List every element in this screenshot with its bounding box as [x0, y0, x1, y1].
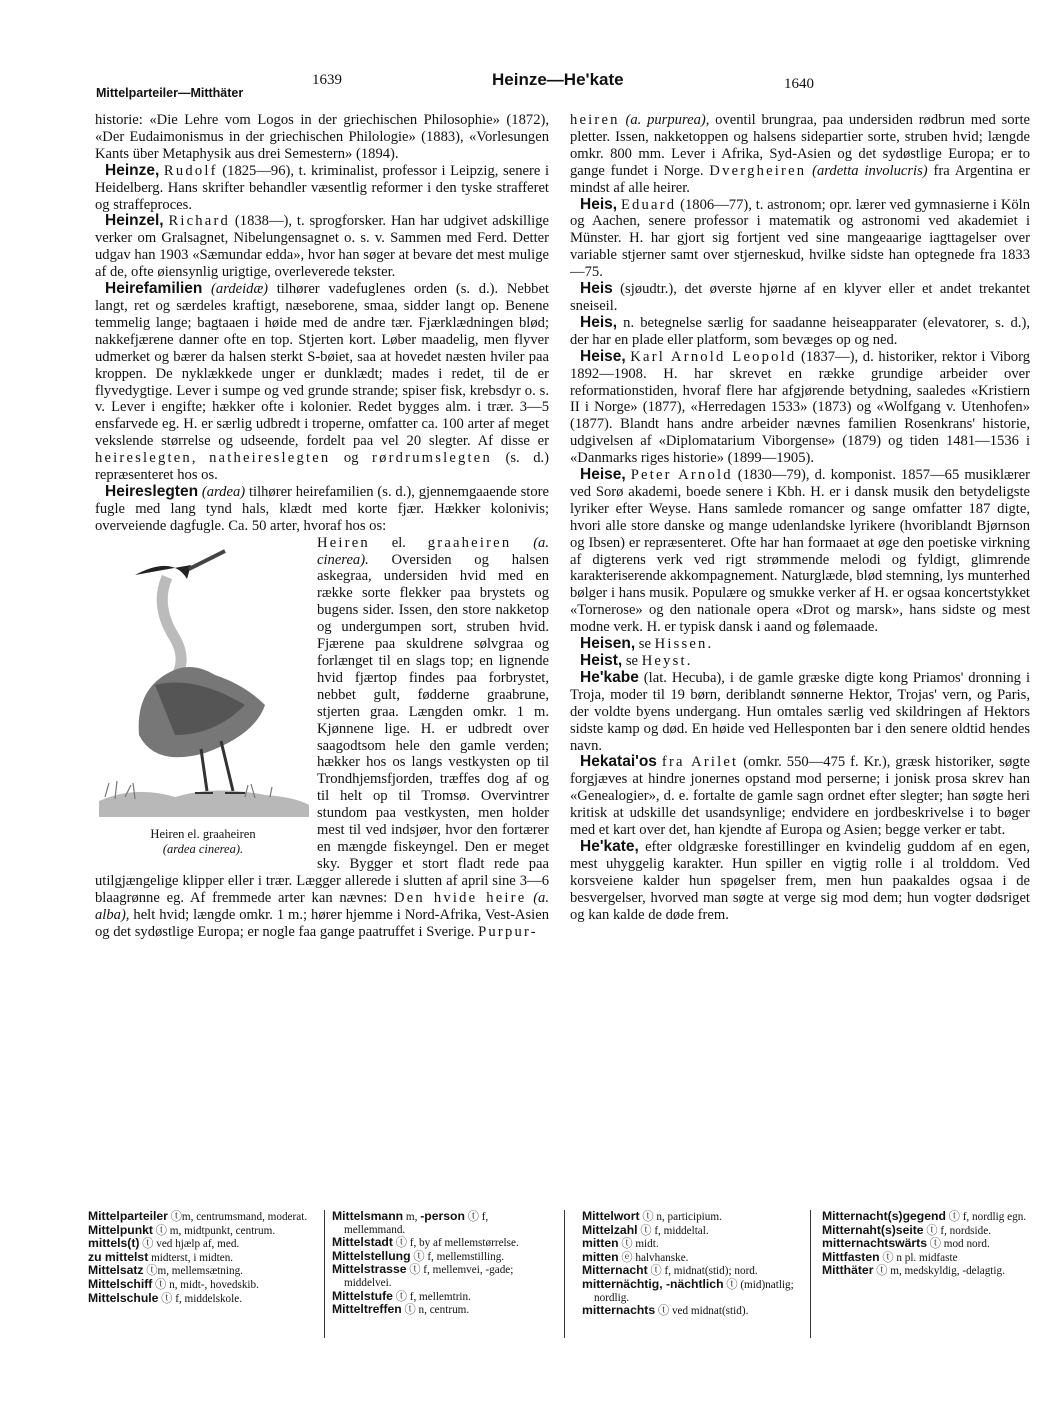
left-column [95, 112, 549, 1197]
glossary-term: Mittelparteiler [88, 1209, 168, 1223]
latin-name: (a. purpurea), [625, 112, 710, 128]
entry-text: , [191, 450, 210, 467]
page-header [0, 68, 1064, 102]
glossary-term: Mittelsmann [332, 1209, 404, 1223]
latin-name: (ardea) [201, 483, 246, 500]
glossary-term: Mittelwort [582, 1209, 640, 1223]
entry-heise-peter [570, 467, 1030, 636]
glossary-term: Mitternaht(s)seite [822, 1222, 924, 1237]
glossary-term: Mittelstadt [332, 1235, 393, 1250]
glossary-term: Mitteltreffen [332, 1302, 402, 1317]
latin-name: (a. alba), [95, 889, 549, 923]
running-head-left: Mittelparteiler—Mitthäter [96, 86, 244, 100]
caption-line: (ardea cinerea). [162, 841, 244, 856]
column-rule [810, 1210, 811, 1338]
glossary-term: Mittelstrasse [332, 1262, 407, 1277]
entry-hekabe [570, 670, 1030, 755]
glossary-text: ⓣ mod nord. [926, 1238, 990, 1251]
glossary-item [88, 1224, 316, 1238]
latin-name: (a. cinerea). [317, 534, 549, 568]
glossary-item [332, 1303, 552, 1317]
glossary-text: ⓣ f, middeltal. [637, 1224, 709, 1237]
glossary-text: ⓣ n, midt-, hovedskib. [152, 1278, 259, 1291]
glossary-item [822, 1237, 1036, 1251]
person-name: Eduard [620, 196, 677, 213]
entry-text: efter oldgræske forestillinger en kvindelig guddom af en egen, mest uhyggelig karakter. Hun spiller en vigtig rolle i al trolddom. Ved korsveiene kalder hun spøgelser frem, men hun paakaldes ogsaa i de besvergelser, hvorved man søgte at verge sig mod dem; hun vogter dødsriget og kan kalde de døde frem. [570, 838, 1030, 923]
person-name: Rudolf [163, 162, 218, 179]
entry-text: n. betegnelse særlig for saadanne heiseapparater (elevatorer, s. d.), der har en plade eller platform, som bevæges op og ned. [570, 314, 1030, 348]
heron-figure [95, 535, 311, 857]
entry-text: (1806—77), t. astronom; opr. lærer ved gymnasierne i Köln og Aachen, senere professor i matematik og astronomi ved akademiet i Münster. H. har gjort sig fortjent ved sine mangeaarige iagttagelser over variable stjerner samt over stjerneskud, hvilke sidste han optegnede fra 1833—75. [570, 196, 1030, 281]
glossary-term: Mittelpunkt [88, 1222, 153, 1237]
glossary-item [582, 1237, 800, 1251]
glossary-term: mitten [582, 1249, 619, 1264]
entry-text: tilhører vadefuglenes orden (s. d.). Nebbet langt, ret og særdeles kraftigt, næseborene, smaa, sidder langt op. Benene temmelig lange; bagtaaen i høide med de andre tær. Fjærklædningen blød; nakkefjærene danner ofte en top. Stjerten kort. Løber maadelig, men flyver udmerket og bærer da halsen sterkt S-bøiet, saa at hovedet næsten hviler paa kroppen. De nyklækkede unger er dunklædt; mades i redet, til de er flyvedygtige. Lever i sumpe og ved grunde strande; spiser fisk, krebsdyr o. s. v. Lever i engifte; hækker ofte i kolonier. Redet bygges alm. i trær. 3—5 ensfarvede eg. H. er særlig udbredt i troperne, omfatter ca. 100 arter af meget vekslende størrelse og udseende, fordelt paa vel 20 slegter. Af disse er [95, 281, 549, 450]
latin-name: (ardetta involucris) [812, 162, 928, 179]
entry-heinze [95, 163, 549, 214]
glossary-item [822, 1264, 1036, 1278]
headword: Heireslegten [105, 482, 199, 500]
glossary-text: ⓣ f, by af mellemstørrelse. [392, 1237, 519, 1250]
entry-text: (s. d.) repræsenteret hos os. [95, 450, 549, 484]
glossary-term: Mittelschiff [88, 1276, 153, 1291]
entry-hekate [570, 839, 1030, 924]
person-name: Peter Arnold [630, 467, 733, 484]
glossary-item [88, 1251, 316, 1265]
headword: Heirefamilien [105, 280, 203, 298]
headword: He'kabe [580, 668, 639, 686]
glossary-item [582, 1210, 800, 1224]
entry-heireslegten [95, 484, 549, 535]
glossary-text: ⓣ ved hjælp af, med. [139, 1238, 240, 1251]
entry-text: oventil brungraa, paa undersiden rødbrun med sorte pletter. Issen, nakketoppen og halsens sidepartier sorte, struben hvid; længde omkr. 800 mm. Lever i Afrika, Syd-Asien og det sydøstlige Europa; er to gange fundet i Norge. [570, 112, 1030, 179]
glossary-item [88, 1210, 316, 1224]
glossary-term: mitternächtig, -nächtlich [582, 1276, 724, 1291]
glossary-text: ⓣ f, mellemtrin. [392, 1290, 471, 1303]
glossary-term: mitternachtswärts [822, 1236, 927, 1251]
entry-hekataios [570, 754, 1030, 839]
headword: He'kate, [580, 837, 639, 855]
column-rule [324, 1210, 325, 1338]
glossary-term: mitten [582, 1236, 619, 1251]
headword: Heis [580, 280, 613, 298]
glossary-text: ⓣ m, medskyldig, -delagtig. [873, 1265, 1005, 1278]
figure-caption [95, 827, 311, 857]
headword: Heinze, [105, 161, 160, 179]
entry-heis-apparat [570, 315, 1030, 349]
glossary-text: ⓣ f, nordlig egn. [945, 1211, 1027, 1223]
entry-text: (1837—), d. historiker, rektor i Viborg 1892—1908. H. har skrevet en række grundige arbeider over reformationstiden, hvoraf flere har afgjørende betydning, saaledes «Kristiern II i Norge» (1877), «Herredagen 1533» (1873) og «Wolfgang v. Utenhofen» (1877). Blandt hans andre arbeider nævnes familien Rosenkrans' historie, udgivelsen af «Diplomatarium Viborgense» (1879) og tiden 1481—1536 i «Danmarks riges historie» (1899—1905). [570, 348, 1030, 467]
headword: Heise, [580, 347, 626, 365]
entry-text: se [635, 636, 655, 653]
glossary-item [582, 1304, 800, 1318]
person-name: Karl Arnold Leopold [630, 348, 797, 365]
entry-heist [570, 653, 1030, 670]
headword: Heis, [580, 195, 618, 213]
page-title: Heinze—He'kate [492, 70, 624, 89]
entry-text: el. [369, 534, 428, 551]
glossary-column-3 [582, 1210, 800, 1360]
glossary-term: Mittelzahl [582, 1222, 638, 1237]
glossary-text: ⓣ f, mellemvei, -gade; middelvei. [344, 1264, 514, 1289]
glossary-term: Mittelsatz [88, 1263, 144, 1278]
entry-heise-karl [570, 349, 1030, 467]
glossary-text: ⓣm, centrumsmand, moderat. [167, 1211, 308, 1223]
glossary-text: ⓣ f, mellemstilling. [410, 1250, 505, 1263]
spaced-term: heireslegten [95, 450, 192, 467]
glossary-term: mittels(t) [88, 1236, 140, 1251]
spaced-term: Heiren [317, 534, 370, 551]
glossary-text: ⓣ ved midnat(stid). [655, 1305, 749, 1318]
glossary-item [822, 1210, 1036, 1224]
entry-text: (omkr. 550—475 f. Kr.), græsk historiker, søgte forgjæves at hindre jonernes opstand mod perserne; i jonisk prosa skrev han «Genealogier», d. e. fortalte de gamle sagn ordnet efter slegter; han søgte heri kritisk at udskille det usandsynlige; endvidere en jordbeskrivelse i to bøger med et kart over det, han kjendte af Europa og Asien; begge verker er tabt. [570, 754, 1030, 839]
entry-heisen [570, 636, 1030, 653]
spaced-term: rørdrumslegten [372, 450, 492, 467]
entry-text: (1830—79), d. komponist. 1857—65 musiklærer ved Sorø akademi, boede senere i Kbh. H. er i dansk musik den betydeligste lyriker efter Weyse. Hans samlede romancer og sange omfatter 187 digte, hvori alle store danske og mange udenlandske lyrikere (hvoriblandt Bjørnson og Ibsen) er repræsenteret. Ofte har han formaaet at øge den poetiske virkning af digterens verk ved rigt strømmende melodi og fyldigt, glimrende karakteriserende akkompagnement. Naturglæde, blød stemning, lys munterhed bølger i hans musik. Populære og smukke verker af H. er ogsaa koncertstykket «Tornerose» og den nationale opera «Drot og marsk», hans sidste og mest modne verk. H. er typisk dansk i aand og følemaade. [570, 467, 1030, 636]
latin-name: (ardeidæ) [211, 281, 269, 298]
person-name: Richard [168, 213, 231, 230]
entry-text: se [622, 653, 642, 669]
glossary-text: ⓣ n, centrum. [401, 1304, 470, 1317]
cross-reference: Heyst. [641, 653, 693, 669]
spaced-term: heiren [570, 112, 620, 128]
right-column [570, 112, 1030, 1197]
cross-reference: Hissen. [654, 636, 714, 653]
glossary-term: Mitternacht(s)gegend [822, 1209, 946, 1223]
headword: Heist, [580, 652, 623, 669]
entry-text: fra Argentina er mindst af alle heirer. [570, 162, 1030, 196]
caption-line: Heiren el. graaheiren [150, 826, 256, 841]
entry-heis-eduard [570, 197, 1030, 282]
heron-illustration [95, 535, 311, 817]
headword: Heise, [580, 466, 626, 484]
glossary-text: ⓣ n, participium. [639, 1211, 722, 1223]
glossary-column-2 [332, 1210, 552, 1360]
glossary-text: ⓣ m, midtpunkt, centrum. [153, 1224, 276, 1237]
entry-heinzel [95, 213, 549, 281]
headword: Heisen, [580, 635, 636, 653]
entry-heirefamilien [95, 281, 549, 484]
entry-text: tilhører heirefamilien (s. d.), gjennemgaaende store fugle med lang tynd hals, klædt med korte fjær. Hækker kolonivis; overveiende dagfugle. Ca. 50 arter, hvoraf hos os: [95, 483, 549, 534]
glossary-column-1 [88, 1210, 316, 1360]
glossary-text: ⓣ f, middelskole. [158, 1292, 243, 1305]
spaced-term: graaheiren [427, 534, 512, 551]
glossary-text: ⓣ f, mellemmand. [344, 1211, 489, 1236]
glossary-item [88, 1278, 316, 1292]
glossary-term: Mittelschule [88, 1290, 159, 1305]
spaced-term: Dvergheiren [709, 162, 807, 179]
entry-text: Oversiden og halsen askegraa, undersiden hvid med en række sorte flekker paa brystets og bugens sider. Issen, den store nakketop og undergumpen sort, struben hvid. Fjærene paa skuldrene sølvgraa og forlænget til en slags top; en lignende hvid fjærtop findes paa forbrystet, nebbet gult, fødderne graabrune, stjerten graa. Længden omkr. 1 m. Kjønnene lige. H. er udbredt over saagodtsom hele den gamle verden; hækker hos os langs vestkysten op til Trondhjemsfjorden, træffes dog af og til helt op til Tromsø. Overvintrer stundom paa vestkysten, men holder mest til ved indsjøer, hvor den fortærer en mængde fiskeyngel. Den er meget sky. Bygger et stort fladt rede paa utilgjængelige klipper eller i trær. Lægger allerede i slutten af april sine 3—6 blaagrønne eg. Af fremmede arter kan nævnes: [95, 551, 549, 906]
person-name: fra Arilet [661, 754, 739, 771]
glossary-term: zu mittelst [88, 1249, 149, 1264]
entry-text: (1838—), t. sprogforsker. Han har udgivet adskillige verker om Gralsagnet, Nibelungensagnet o. s. v. Sammen med Ferd. Detter udgav han 1903 «Sæmundar edda», hvor han søger at bevare det mest mulige af de, ofte øiensynlig urigtige, overleverede tekster. [95, 213, 549, 281]
glossary-item [582, 1224, 800, 1238]
glossary-text: m, [403, 1211, 421, 1223]
glossary-text: ⓣm, mellemsætning. [143, 1265, 243, 1278]
footer-glossary [88, 1210, 1038, 1360]
glossary-text: ⓣ f, midnat(stid); nord. [647, 1265, 758, 1278]
glossary-item [822, 1251, 1036, 1265]
spaced-term: Purpur- [478, 923, 538, 940]
glossary-term: Mittelstufe [332, 1288, 393, 1303]
glossary-item [88, 1292, 316, 1306]
glossary-item [332, 1210, 552, 1236]
glossary-text: ⓔ halvhanske. [618, 1251, 689, 1264]
entry-text: og [330, 450, 373, 467]
entry-purpurheiren [570, 112, 1030, 197]
glossary-text: ⓣ midt. [618, 1238, 659, 1251]
glossary-item [332, 1290, 552, 1304]
glossary-item [88, 1264, 316, 1278]
page-number-left: 1639 [312, 72, 342, 88]
entry-text: helt hvid; længde omkr. 1 m.; hører hjemme i Nord-Afrika, Vest-Asien og det sydøstlige Europa; er nogle faa gange paatruffet i Sverige. [95, 906, 549, 940]
glossary-text: ⓣ (mid)natlig; nordlig. [594, 1278, 794, 1304]
page-number-right: 1640 [784, 76, 814, 92]
glossary-text: ⓣ n pl. midfaste [879, 1251, 958, 1264]
glossary-text: ⓣ f, nordside. [923, 1224, 992, 1237]
glossary-term: Mitthäter [822, 1263, 874, 1278]
glossary-item [332, 1236, 552, 1250]
glossary-term: -person [420, 1209, 465, 1223]
glossary-term: mitternachts [582, 1303, 656, 1318]
entry-continuation: historie: «Die Lehre vom Logos in der griechischen Philosophie» (1872), «Der Eudaimonismus in der griechischen Philologie» (1883), «Vorlesungen Kants über Metaphysik aus drei Semestern» (1894). [95, 112, 549, 162]
glossary-item [332, 1250, 552, 1264]
spaced-term: natheireslegten [209, 450, 331, 467]
headword: Heinzel, [105, 212, 164, 230]
glossary-item [332, 1263, 552, 1289]
entry-text: (sjøudtr.), det øverste hjørne af en klyver eller et andet trekantet sneiseil. [570, 281, 1030, 314]
entry-text [511, 535, 533, 551]
headword: Hekatai'os [580, 753, 657, 771]
spaced-term: Den hvide heire [393, 889, 527, 906]
entry-heis-sjo [570, 281, 1030, 315]
glossary-item [582, 1264, 800, 1278]
entry-text: (lat. Hecuba), i de gamle græske digte kong Priamos' dronning i Troja, moder til 19 børn, deriblandt sønnerne Hektor, Trojas' vern, og Paris, der voldte byens undergang. Hun omtales særlig ved skildringen af Hektors sidste kamp og død. En høide ved Hellesponten bar i den senere oldtid hendes navn. [570, 669, 1030, 754]
headword: Heis, [580, 313, 618, 331]
glossary-term: Mitternacht [582, 1263, 648, 1278]
glossary-item [582, 1251, 800, 1265]
glossary-text: midterst, i midten. [148, 1251, 234, 1264]
glossary-term: Mittelstellung [332, 1248, 411, 1263]
glossary-column-4 [822, 1210, 1036, 1360]
glossary-item [582, 1278, 800, 1304]
glossary-item [822, 1224, 1036, 1238]
glossary-term: Mittfasten [822, 1249, 880, 1264]
entry-text: (1825—96), t. kriminalist, professor i Leipzig, senere i Heidelberg. Hans skrifter behandler væsentlig reformer i den tyske strafferet og straffeproces. [95, 162, 549, 213]
glossary-item [88, 1237, 316, 1251]
column-rule [564, 1210, 565, 1338]
